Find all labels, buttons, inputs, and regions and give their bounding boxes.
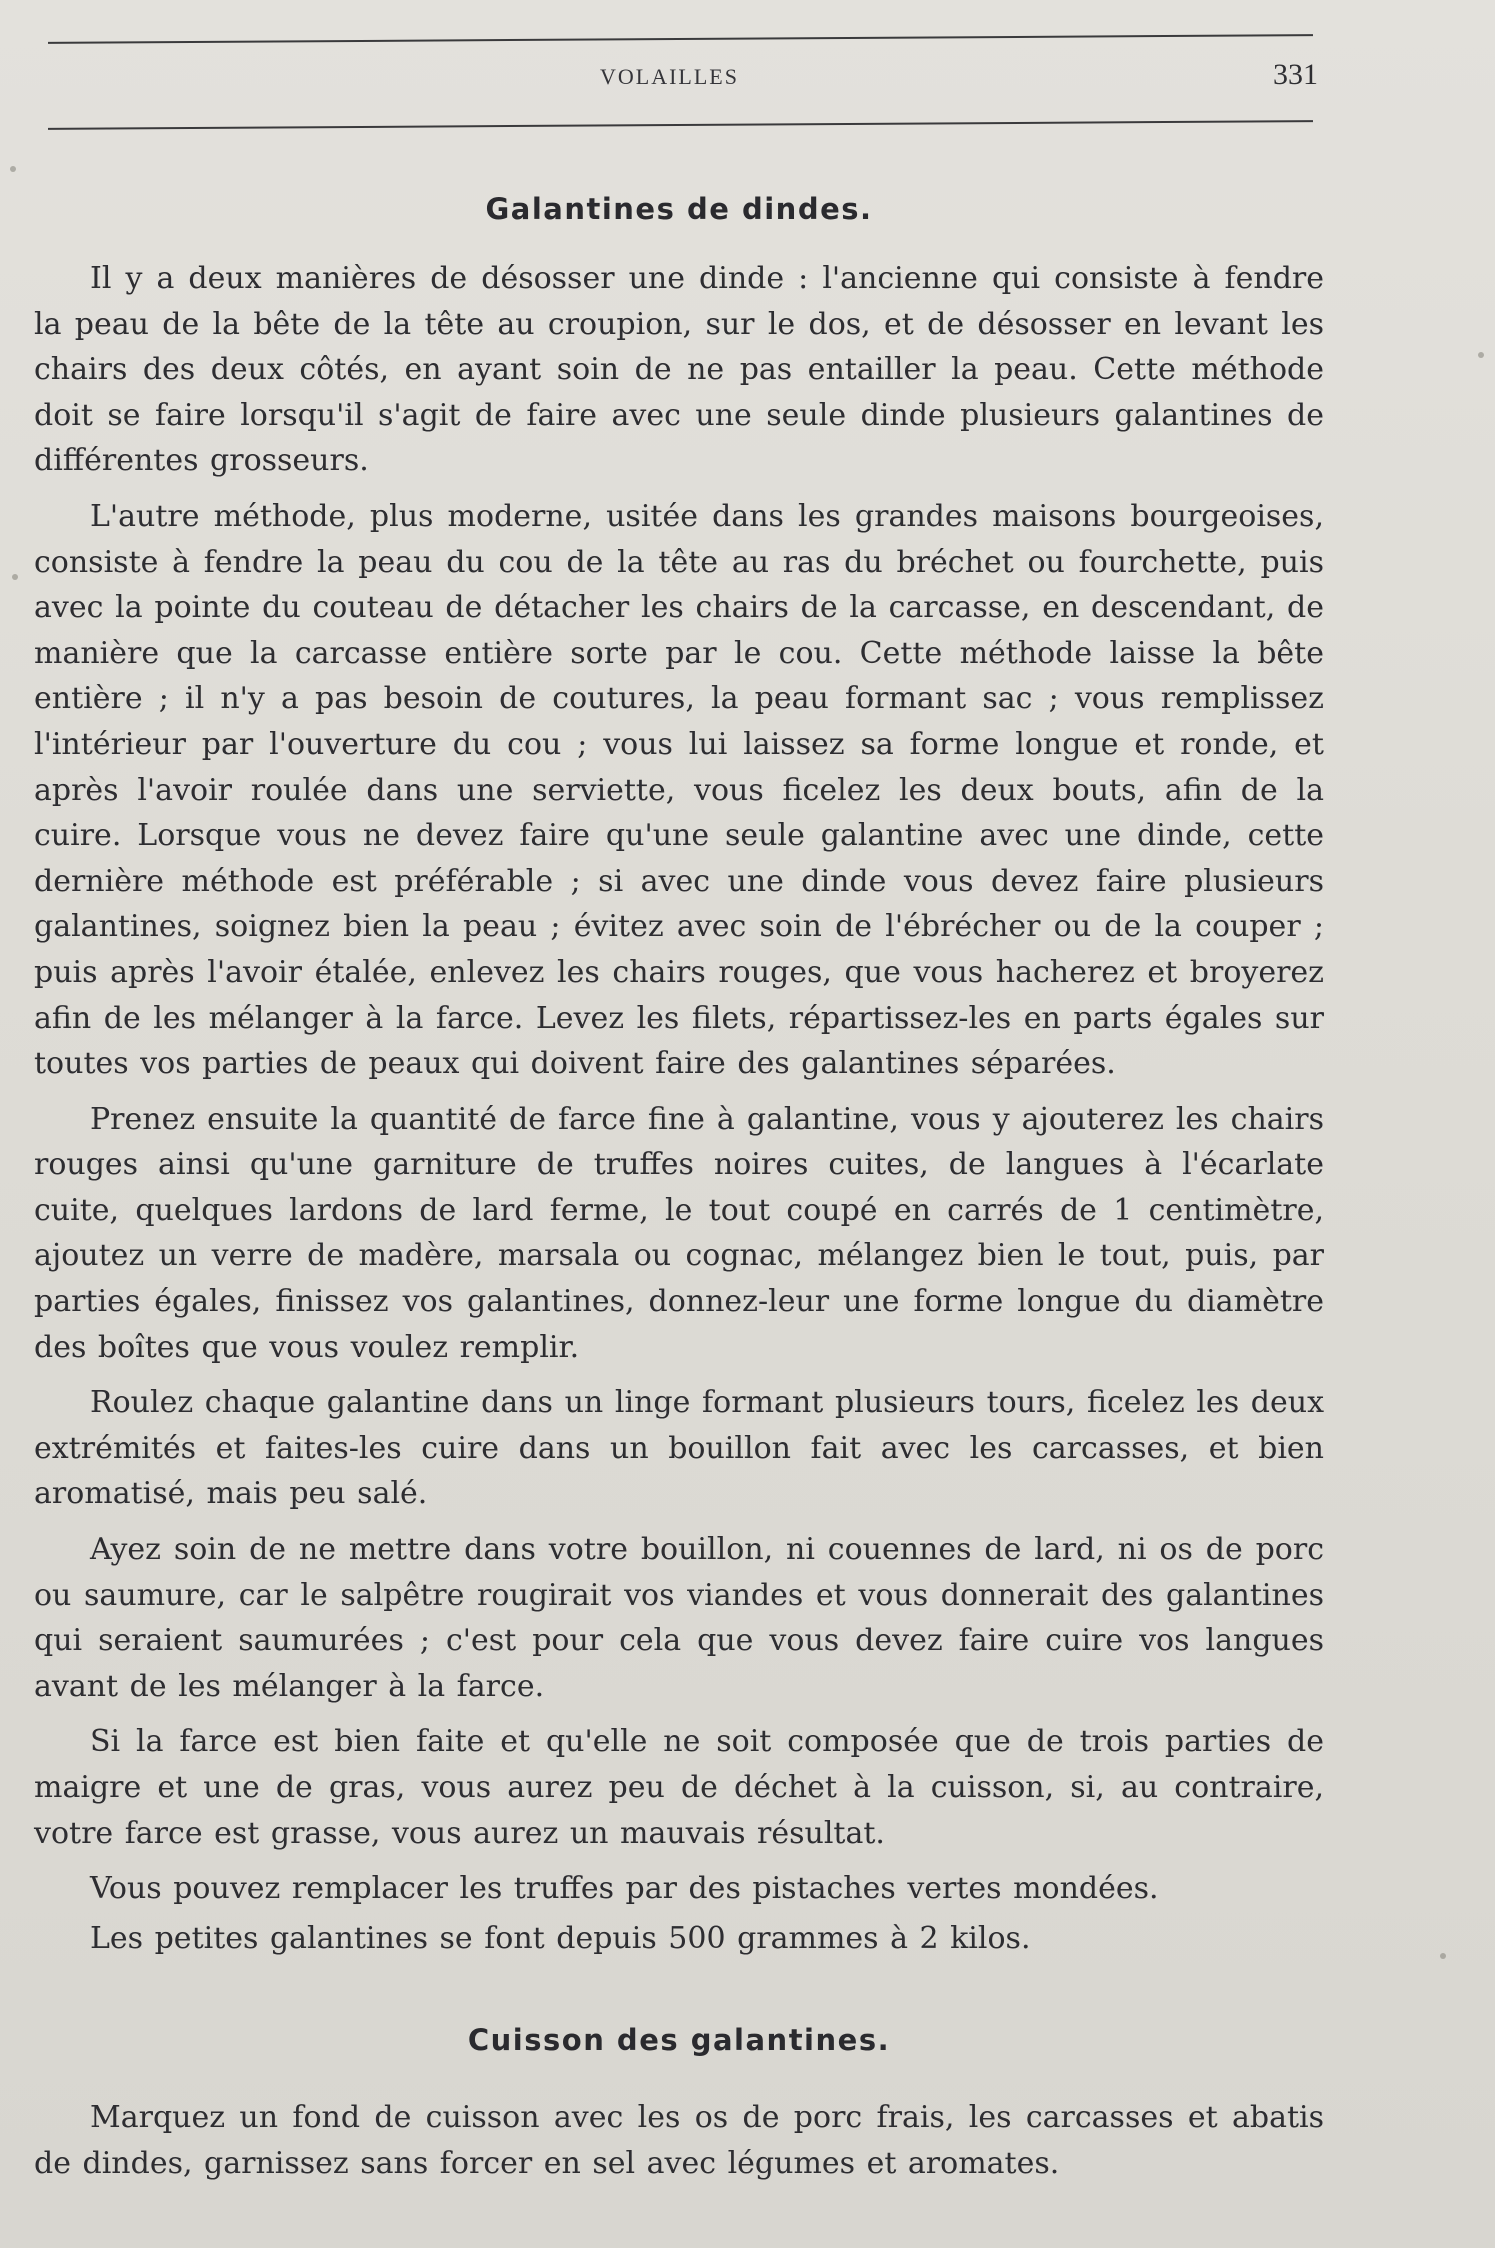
running-header — [0, 58, 1330, 98]
section-heading-galantines-de-dindes: Galantines de dindes. — [485, 192, 873, 226]
page-body — [34, 180, 1324, 2197]
section-heading-cuisson-des-galantines: Cuisson des galantines. — [467, 2023, 891, 2058]
paragraph: Prenez ensuite la quantité de farce fine à galantine, vous y ajouterez les chairs rouges ainsi qu'une garniture de truffes noires cuites, de langues à l'écarlate cuite, quelques lardons de lard ferme, le tout coupé en carrés de 1 centimètre, ajoutez un verre de madère, marsala ou cognac, mélangez bien le tout, puis, par parties égales, finissez vos galantines, donnez-leur une forme longue du diamètre des boîtes que vous voulez remplir. — [34, 1101, 1324, 1365]
paper-speck — [1440, 1953, 1446, 1959]
header-bottom-rule — [48, 120, 1313, 130]
paragraph: Il y a deux manières de désosser une dinde : l'ancienne qui consiste à fendre la peau de la bête de la tête au croupion, sur le dos, et de désosser en levant les chairs des deux côtés, en ayant soin de ne pas entailler la peau. Cette méthode doit se faire lorsqu'il s'agit de faire avec une seule dinde plusieurs galantines de différentes grosseurs. — [34, 261, 1324, 479]
paper-speck — [1478, 352, 1484, 358]
paragraph: Les petites galantines se font depuis 500 grammes à 2 kilos. — [90, 1920, 1031, 1956]
paragraph: Si la farce est bien faite et qu'elle ne soit composée que de trois parties de maigre et une de gras, vous aurez peu de déchet à la cuisson, si, au contraire, votre farce est grasse, vous aurez un mauvais résultat. — [34, 1724, 1324, 1851]
page-number: 331 — [1273, 58, 1318, 91]
paragraph: Vous pouvez remplacer les truffes par des pistaches vertes mondées. — [90, 1871, 1159, 1907]
paragraph: L'autre méthode, plus moderne, usitée dans les grandes maisons bourgeoises, consiste à fendre la peau du cou de la tête au ras du bréchet ou fourchette, puis avec la pointe du couteau de détacher les chairs de la carcasse, en descendant, de manière que la carcasse entière sorte par le cou. Cette méthode laisse la bête entière ; il n'y a pas besoin de coutures, la peau formant sac ; vous remplissez l'intérieur par l'ouverture du cou ; vous lui laissez sa forme longue et ronde, et après l'avoir roulée dans une serviette, vous ficelez les deux bouts, afin de la cuire. Lorsque vous ne devez faire qu'une seule galantine avec une dinde, cette dernière méthode est préférable ; si avec une dinde vous devez faire plusieurs galantines, soignez bien la peau ; évitez avec soin de l'ébrécher ou de la couper ; puis après l'avoir étalée, enlevez les chairs rouges, que vous hacherez et broyerez afin de les mélanger à la farce. Levez les filets, répartissez-les en parts égales sur toutes vos parties de peaux qui doivent faire des galantines séparées. — [34, 498, 1324, 1082]
paragraph: Ayez soin de ne mettre dans votre bouillon, ni couennes de lard, ni os de porc ou saumure, car le salpêtre rougirait vos viandes et vous donnerait des galantines qui seraient saumurées ; c'est pour cela que vous devez faire cuire vos langues avant de les mélanger à la farce. — [34, 1532, 1324, 1704]
paragraph: Marquez un fond de cuisson avec les os de porc frais, les carcasses et abatis de dindes, garnissez sans forcer en sel avec légumes et aromates. — [34, 2100, 1324, 2181]
header-top-rule — [48, 34, 1313, 44]
running-title: VOLAILLES — [600, 64, 739, 89]
paper-speck — [12, 574, 18, 580]
paragraph: Roulez chaque galantine dans un linge formant plusieurs tours, ficelez les deux extrémités et faites-les cuire dans un bouillon fait avec les carcasses, et bien aromatisé, mais peu salé. — [34, 1385, 1324, 1512]
paper-speck — [10, 166, 16, 172]
